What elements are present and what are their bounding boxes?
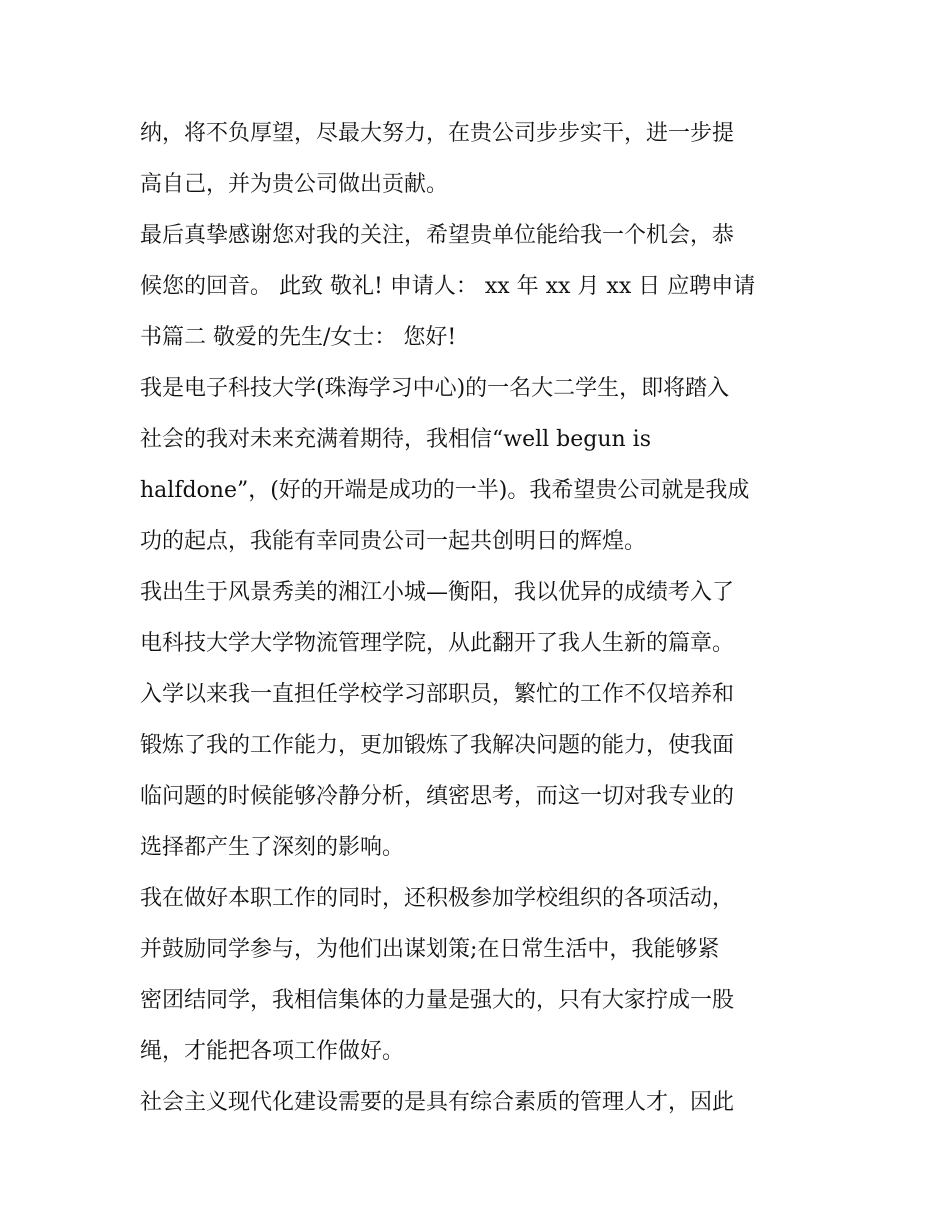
text-line: 功的起点，我能有幸同贵公司一起共创明日的辉煌。 — [140, 529, 647, 554]
text-line: 选择都产生了深刻的影响。 — [140, 835, 405, 860]
text-line: 书篇二 敬爱的先生/女士： 您好! — [140, 325, 457, 350]
document-body — [140, 108, 830, 1128]
text-line: 候您的回音。 此致 敬礼! 申请人： xx 年 xx 月 xx 日 应聘申请 — [140, 274, 756, 299]
text-line: 我是电子科技大学(珠海学习中心)的一名大二学生，即将踏入 — [140, 376, 730, 401]
text-line: 绳，才能把各项工作做好。 — [140, 1039, 405, 1064]
text-line: 纳，将不负厚望，尽最大努力，在贵公司步步实干，进一步提 — [140, 121, 735, 146]
text-line: 我出生于风景秀美的湘江小城—衡阳，我以优异的成绩考入了 — [140, 580, 735, 605]
text-line: 临问题的时候能够冷静分析，缜密思考，而这一切对我专业的 — [140, 784, 735, 809]
text-line: 锻炼了我的工作能力，更加锻炼了我解决问题的能力，使我面 — [140, 733, 735, 758]
text-line: 社会的我对未来充满着期待，我相信“well begun is — [140, 427, 652, 452]
text-line: 并鼓励同学参与，为他们出谋划策;在日常生活中，我能够紧 — [140, 937, 720, 962]
text-line: 最后真挚感谢您对我的关注，希望贵单位能给我一个机会，恭 — [140, 223, 735, 248]
text-line: 我在做好本职工作的同时，还积极参加学校组织的各项活动， — [140, 886, 735, 911]
text-line: 社会主义现代化建设需要的是具有综合素质的管理人才，因此 — [140, 1090, 735, 1115]
text-line: 高自己，并为贵公司做出贡献。 — [140, 172, 449, 197]
text-line: 电科技大学大学物流管理学院，从此翻开了我人生新的篇章。 — [140, 631, 735, 656]
text-line: 密团结同学，我相信集体的力量是强大的，只有大家拧成一股 — [140, 988, 735, 1013]
text-line: 入学以来我一直担任学校学习部职员，繁忙的工作不仅培养和 — [140, 682, 735, 707]
text-line: halfdone”，(好的开端是成功的一半)。我希望贵公司就是我成 — [140, 478, 750, 503]
